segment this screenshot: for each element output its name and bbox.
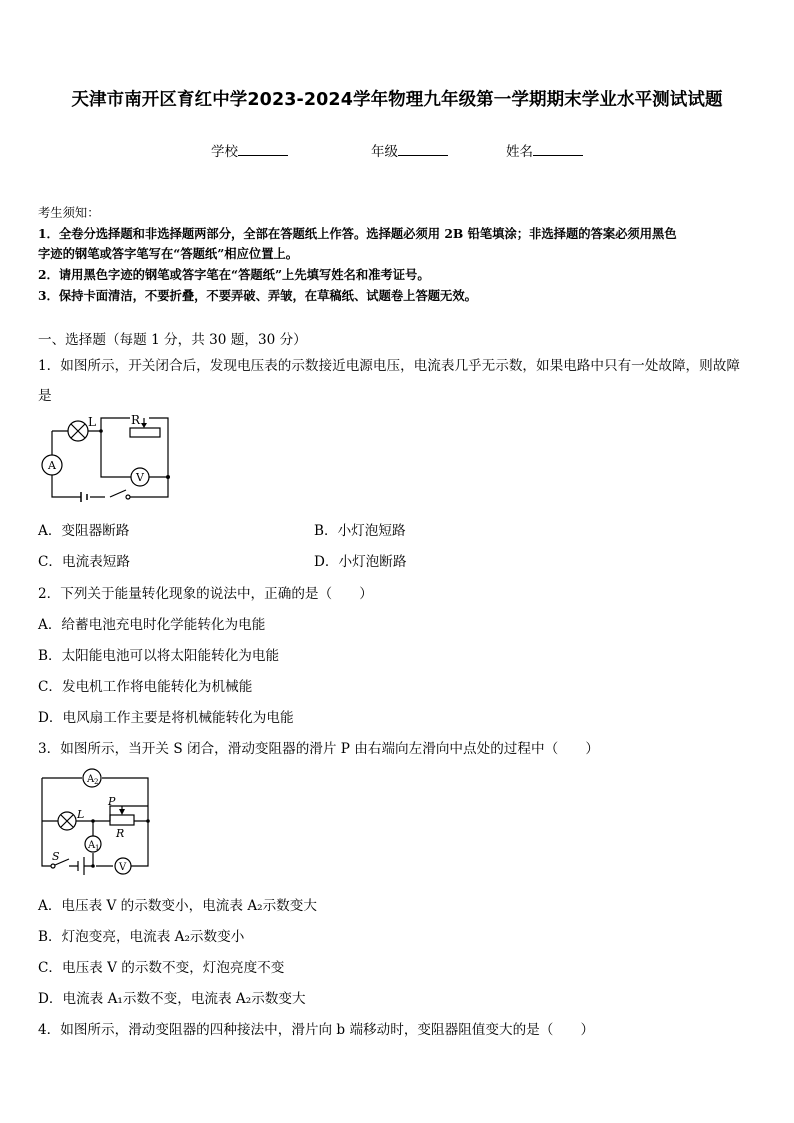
q3-circuit-diagram	[36, 765, 156, 880]
q2-option-b[interactable]: B．太阳能电池可以将太阳能转化为电能	[38, 648, 280, 664]
q2-option-d[interactable]: D．电风扇工作主要是将机械能转化为电能	[38, 710, 294, 726]
q4-stem: 4．如图所示，滑动变阻器的四种接法中，滑片向 b 端移动时，变阻器阻值变大的是（ ）	[38, 1022, 595, 1038]
grade-blank[interactable]	[398, 143, 448, 156]
q2-option-c[interactable]: C．发电机工作将电能转化为机械能	[38, 679, 253, 695]
name-label: 姓名	[506, 144, 533, 160]
school-blank[interactable]	[238, 143, 288, 156]
q2-option-a[interactable]: A．给蓄电池充电时化学能转化为电能	[38, 617, 266, 633]
p-label: P	[108, 795, 116, 808]
q3-option-c[interactable]: C．电压表 V 的示数不变，灯泡亮度不变	[38, 960, 285, 976]
name-field[interactable]	[506, 140, 583, 160]
resistor-label: R	[131, 413, 141, 427]
lamp-label-q3: L	[77, 808, 85, 821]
a2-label: A	[87, 774, 95, 785]
grade-label: 年级	[371, 144, 398, 160]
grade-field[interactable]	[371, 140, 448, 160]
v-label-q3: V	[119, 862, 127, 873]
q1-stem: 1．如图所示，开关闭合后，发现电压表的示数接近电源电压，电流表几乎无示数，如果电路中只有一处故障，则故障	[38, 358, 740, 374]
q1-circuit-diagram	[38, 410, 178, 505]
voltmeter-label: V	[136, 471, 144, 484]
s-label: S	[52, 850, 60, 863]
q2-stem: 2．下列关于能量转化现象的说法中，正确的是（ ）	[38, 586, 373, 602]
school-label: 学校	[211, 144, 238, 160]
q3-option-d[interactable]: D．电流表 A₁示数不变，电流表 A₂示数变大	[38, 991, 306, 1007]
q3-stem: 3．如图所示，当开关 S 闭合，滑动变阻器的滑片 P 由右端向左滑向中点处的过程中（ ）	[38, 741, 599, 757]
notice-item-1: 1．全卷分选择题和非选择题两部分，全部在答题纸上作答。选择题必须用 2B 铅笔填涂；非选择题的答案必须用黑色	[38, 226, 677, 241]
school-field[interactable]	[211, 140, 288, 160]
notice-item-2: 2．请用黑色字迹的钢笔或答字笔在“答题纸”上先填写姓名和准考证号。	[38, 267, 430, 282]
q1-stem-cont: 是	[38, 388, 52, 404]
a1-label: A	[88, 840, 96, 851]
q1-option-b[interactable]: B．小灯泡短路	[314, 523, 406, 539]
notice-item-1-cont: 字迹的钢笔或答字笔写在“答题纸”相应位置上。	[38, 246, 299, 261]
ammeter-label: A	[48, 459, 56, 472]
lamp-label: L	[88, 415, 96, 429]
q1-option-a[interactable]: A．变阻器断路	[38, 523, 130, 539]
notice-item-3: 3．保持卡面清洁，不要折叠，不要弄破、弄皱，在草稿纸、试题卷上答题无效。	[38, 288, 477, 303]
a2-sub: 2	[94, 778, 99, 786]
q3-option-a[interactable]: A．电压表 V 的示数变小，电流表 A₂示数变大	[38, 898, 317, 914]
q1-option-c[interactable]: C．电流表短路	[38, 554, 130, 570]
q1-option-d[interactable]: D．小灯泡断路	[314, 554, 407, 570]
q3-option-b[interactable]: B．灯泡变亮，电流表 A₂示数变小	[38, 929, 245, 945]
section-heading: 一、选择题（每题 1 分，共 30 题，30 分）	[38, 332, 307, 348]
a1-sub: 1	[95, 844, 100, 852]
r-label: R	[116, 827, 125, 840]
page-title: 天津市南开区育红中学2023-2024学年物理九年级第一学期期末学业水平测试试题	[71, 90, 723, 110]
notice-heading: 考生须知：	[38, 206, 100, 220]
name-blank[interactable]	[533, 143, 583, 156]
